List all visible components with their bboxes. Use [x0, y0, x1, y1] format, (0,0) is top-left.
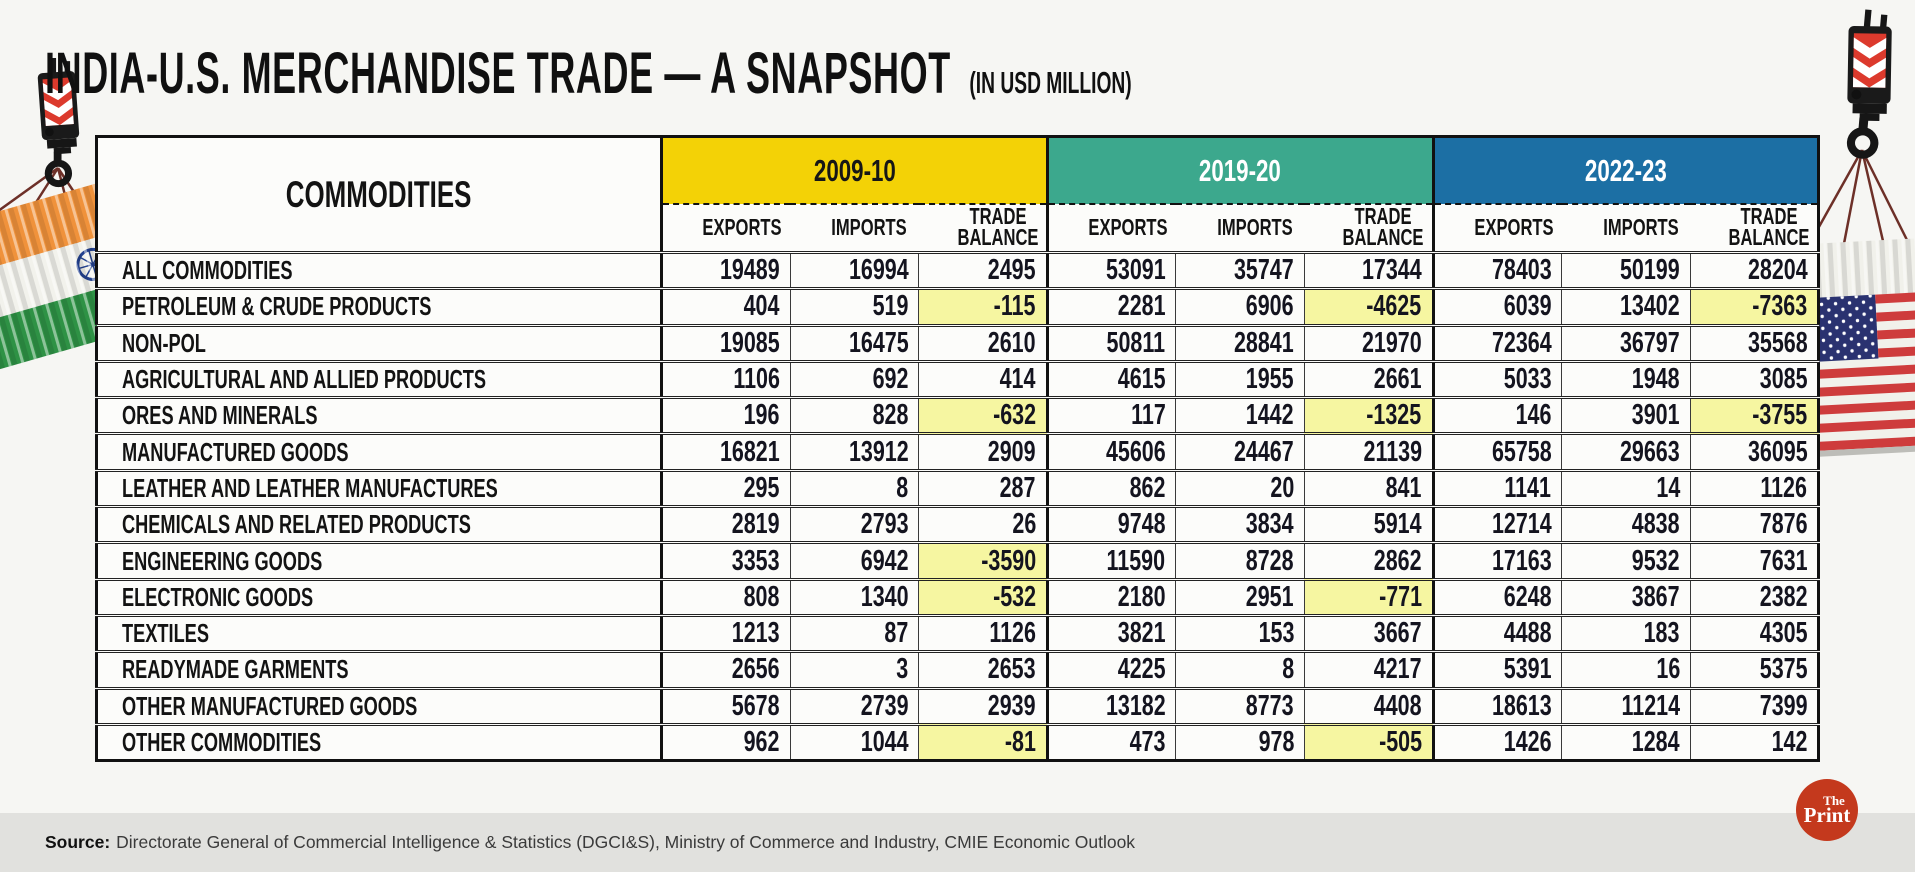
value-cell: -505 — [1304, 724, 1433, 760]
value-cell: 3085 — [1690, 361, 1819, 397]
trade-balance-header: TRADE BALANCE — [919, 204, 1048, 253]
value-cell: 9748 — [1047, 507, 1176, 543]
value-cell: 7631 — [1690, 543, 1819, 579]
value-cell: 1955 — [1176, 361, 1305, 397]
value-cell: 1340 — [790, 579, 919, 615]
value-cell: 3821 — [1047, 615, 1176, 651]
table-body — [97, 253, 1819, 761]
table-row — [97, 470, 1819, 506]
commodity-label: CHEMICALS AND RELATED PRODUCTS — [97, 507, 662, 543]
value-cell: 17163 — [1433, 543, 1562, 579]
exports-header: EXPORTS — [662, 204, 791, 253]
value-cell: 117 — [1047, 398, 1176, 434]
value-cell: -3755 — [1690, 398, 1819, 434]
value-cell: 45606 — [1047, 434, 1176, 470]
value-cell: 183 — [1562, 615, 1691, 651]
commodity-label: ELECTRONIC GOODS — [97, 579, 662, 615]
value-cell: 7876 — [1690, 507, 1819, 543]
value-cell: 5914 — [1304, 507, 1433, 543]
value-cell: 1284 — [1562, 724, 1691, 760]
value-cell: 5391 — [1433, 652, 1562, 688]
commodities-header: COMMODITIES — [97, 137, 662, 253]
value-cell: 6906 — [1176, 289, 1305, 325]
value-cell: 14 — [1562, 470, 1691, 506]
year-header-row — [97, 137, 1819, 205]
value-cell: 2951 — [1176, 579, 1305, 615]
value-cell: 5375 — [1690, 652, 1819, 688]
value-cell: 26 — [919, 507, 1048, 543]
commodity-label: READYMADE GARMENTS — [97, 652, 662, 688]
value-cell: 1141 — [1433, 470, 1562, 506]
value-cell: 1126 — [1690, 470, 1819, 506]
source-label: Source: — [45, 832, 111, 852]
value-cell: 12714 — [1433, 507, 1562, 543]
value-cell: 4305 — [1690, 615, 1819, 651]
value-cell: 1213 — [662, 615, 791, 651]
value-cell: 962 — [662, 724, 791, 760]
value-cell: 8773 — [1176, 688, 1305, 724]
value-cell: 196 — [662, 398, 791, 434]
value-cell: 20 — [1176, 470, 1305, 506]
imports-header: IMPORTS — [1176, 204, 1305, 253]
value-cell: 2180 — [1047, 579, 1176, 615]
value-cell: 13182 — [1047, 688, 1176, 724]
year-2022-23-header: 2022-23 — [1433, 137, 1819, 205]
value-cell: 692 — [790, 361, 919, 397]
commodity-label: NON-POL — [97, 325, 662, 361]
value-cell: 21970 — [1304, 325, 1433, 361]
value-cell: 3901 — [1562, 398, 1691, 434]
trade-table — [95, 135, 1820, 762]
value-cell: -115 — [919, 289, 1048, 325]
value-cell: 17344 — [1304, 253, 1433, 289]
value-cell: 1442 — [1176, 398, 1305, 434]
table-row — [97, 434, 1819, 470]
value-cell: 808 — [662, 579, 791, 615]
value-cell: 2939 — [919, 688, 1048, 724]
commodity-label: ENGINEERING GOODS — [97, 543, 662, 579]
trade-balance-header: TRADE BALANCE — [1690, 204, 1819, 253]
value-cell: 2281 — [1047, 289, 1176, 325]
value-cell: 2495 — [919, 253, 1048, 289]
year-2019-20-header: 2019-20 — [1047, 137, 1433, 205]
commodity-label: PETROLEUM & CRUDE PRODUCTS — [97, 289, 662, 325]
table-row — [97, 652, 1819, 688]
table-row — [97, 398, 1819, 434]
value-cell: 404 — [662, 289, 791, 325]
value-cell: 11590 — [1047, 543, 1176, 579]
exports-header: EXPORTS — [1047, 204, 1176, 253]
table-row — [97, 579, 1819, 615]
value-cell: 5678 — [662, 688, 791, 724]
value-cell: 3667 — [1304, 615, 1433, 651]
value-cell: 2382 — [1690, 579, 1819, 615]
value-cell: 8728 — [1176, 543, 1305, 579]
value-cell: 3353 — [662, 543, 791, 579]
commodity-label: TEXTILES — [97, 615, 662, 651]
value-cell: 287 — [919, 470, 1048, 506]
value-cell: 3 — [790, 652, 919, 688]
value-cell: 841 — [1304, 470, 1433, 506]
value-cell: 3834 — [1176, 507, 1305, 543]
value-cell: 1044 — [790, 724, 919, 760]
value-cell: 4408 — [1304, 688, 1433, 724]
value-cell: 2661 — [1304, 361, 1433, 397]
commodity-label: MANUFACTURED GOODS — [97, 434, 662, 470]
value-cell: 19085 — [662, 325, 791, 361]
value-cell: 4615 — [1047, 361, 1176, 397]
value-cell: 862 — [1047, 470, 1176, 506]
table-row — [97, 289, 1819, 325]
value-cell: 11214 — [1562, 688, 1691, 724]
source-text: Directorate General of Commercial Intelligence & Statistics (DGCI&S), Ministry of Commerce and Industry, CMIE Economic Outlook — [116, 832, 1136, 852]
table-row — [97, 253, 1819, 289]
value-cell: 1106 — [662, 361, 791, 397]
trade-balance-header: TRADE BALANCE — [1304, 204, 1433, 253]
value-cell: 35568 — [1690, 325, 1819, 361]
value-cell: 4225 — [1047, 652, 1176, 688]
value-cell: 6039 — [1433, 289, 1562, 325]
table-row — [97, 543, 1819, 579]
value-cell: 2739 — [790, 688, 919, 724]
value-cell: 4838 — [1562, 507, 1691, 543]
value-cell: 28841 — [1176, 325, 1305, 361]
value-cell: 36797 — [1562, 325, 1691, 361]
value-cell: 50199 — [1562, 253, 1691, 289]
header — [45, 40, 1132, 107]
value-cell: 1126 — [919, 615, 1048, 651]
value-cell: 2656 — [662, 652, 791, 688]
value-cell: 2819 — [662, 507, 791, 543]
value-cell: -771 — [1304, 579, 1433, 615]
value-cell: 53091 — [1047, 253, 1176, 289]
source-bar — [0, 813, 1915, 872]
unit-note: (IN USD MILLION) — [969, 65, 1132, 100]
commodity-label: OTHER COMMODITIES — [97, 724, 662, 760]
year-2009-10-header: 2009-10 — [662, 137, 1048, 205]
value-cell: 29663 — [1562, 434, 1691, 470]
value-cell: 5033 — [1433, 361, 1562, 397]
value-cell: -81 — [919, 724, 1048, 760]
value-cell: 8 — [1176, 652, 1305, 688]
value-cell: 35747 — [1176, 253, 1305, 289]
commodity-label: OTHER MANUFACTURED GOODS — [97, 688, 662, 724]
value-cell: 50811 — [1047, 325, 1176, 361]
imports-header: IMPORTS — [790, 204, 919, 253]
value-cell: 1948 — [1562, 361, 1691, 397]
commodity-label: LEATHER AND LEATHER MANUFACTURES — [97, 470, 662, 506]
value-cell: 16821 — [662, 434, 791, 470]
logo-line2: Print — [1803, 803, 1851, 828]
value-cell: 473 — [1047, 724, 1176, 760]
value-cell: 153 — [1176, 615, 1305, 651]
value-cell: 142 — [1690, 724, 1819, 760]
value-cell: 87 — [790, 615, 919, 651]
value-cell: 13912 — [790, 434, 919, 470]
value-cell: 28204 — [1690, 253, 1819, 289]
value-cell: 8 — [790, 470, 919, 506]
table-row — [97, 361, 1819, 397]
value-cell: 828 — [790, 398, 919, 434]
exports-header: EXPORTS — [1433, 204, 1562, 253]
value-cell: 2793 — [790, 507, 919, 543]
value-cell: 414 — [919, 361, 1048, 397]
value-cell: 21139 — [1304, 434, 1433, 470]
value-cell: 519 — [790, 289, 919, 325]
value-cell: -4625 — [1304, 289, 1433, 325]
value-cell: 978 — [1176, 724, 1305, 760]
value-cell: 72364 — [1433, 325, 1562, 361]
commodity-label: ALL COMMODITIES — [97, 253, 662, 289]
value-cell: 78403 — [1433, 253, 1562, 289]
value-cell: -632 — [919, 398, 1048, 434]
value-cell: 24467 — [1176, 434, 1305, 470]
value-cell: -532 — [919, 579, 1048, 615]
commodity-label: AGRICULTURAL AND ALLIED PRODUCTS — [97, 361, 662, 397]
table-row — [97, 688, 1819, 724]
value-cell: -7363 — [1690, 289, 1819, 325]
value-cell: 7399 — [1690, 688, 1819, 724]
value-cell: 2862 — [1304, 543, 1433, 579]
value-cell: -3590 — [919, 543, 1048, 579]
value-cell: 146 — [1433, 398, 1562, 434]
value-cell: 6942 — [790, 543, 919, 579]
value-cell: 9532 — [1562, 543, 1691, 579]
value-cell: 13402 — [1562, 289, 1691, 325]
value-cell: 4217 — [1304, 652, 1433, 688]
value-cell: 4488 — [1433, 615, 1562, 651]
value-cell: 1426 — [1433, 724, 1562, 760]
table-row — [97, 325, 1819, 361]
value-cell: 18613 — [1433, 688, 1562, 724]
value-cell: 16475 — [790, 325, 919, 361]
value-cell: 16 — [1562, 652, 1691, 688]
theprint-logo — [1796, 779, 1858, 841]
value-cell: 2610 — [919, 325, 1048, 361]
table-row — [97, 724, 1819, 760]
value-cell: 65758 — [1433, 434, 1562, 470]
table-row — [97, 615, 1819, 651]
value-cell: 2909 — [919, 434, 1048, 470]
table-row — [97, 507, 1819, 543]
imports-header: IMPORTS — [1562, 204, 1691, 253]
commodity-label: ORES AND MINERALS — [97, 398, 662, 434]
value-cell: 36095 — [1690, 434, 1819, 470]
value-cell: -1325 — [1304, 398, 1433, 434]
value-cell: 19489 — [662, 253, 791, 289]
page-title: INDIA-U.S. MERCHANDISE TRADE — A SNAPSHOT — [45, 41, 951, 106]
value-cell: 2653 — [919, 652, 1048, 688]
value-cell: 3867 — [1562, 579, 1691, 615]
value-cell: 6248 — [1433, 579, 1562, 615]
value-cell: 16994 — [790, 253, 919, 289]
value-cell: 295 — [662, 470, 791, 506]
logo-line1: The — [1823, 792, 1845, 808]
